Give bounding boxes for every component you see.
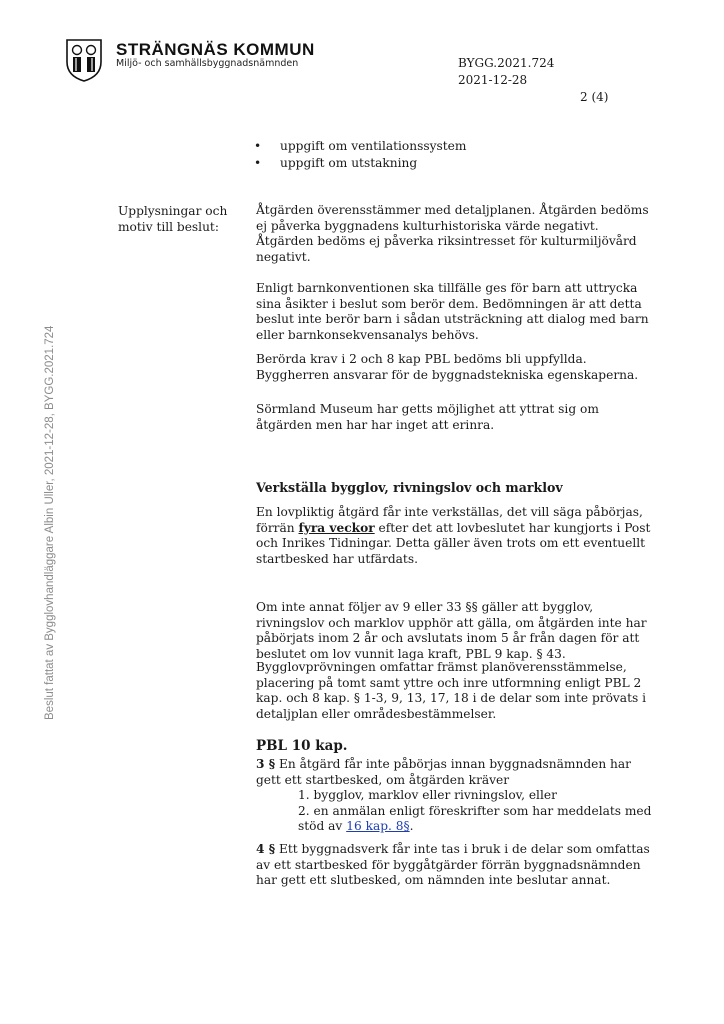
execution-paragraph-3: Bygglovprövningen omfattar främst planöverensstämmelse, placering på tomt samt yttre och inre utformning enligt PBL 2 kap. och 8 kap. § 1-3, 9, 13, 17, 18 i de delar som inte prövats i detaljplan eller områdesbestämmelser. [256,660,646,721]
info-paragraph-2: Enligt barnkonventionen ska tillfälle ges för barn att uttrycka sina åsikter i beslut som berör dem. Bedömningen är att detta beslut inte berör barn i sådan utsträckning att dialog med barn eller barnkonsekvensanalys behövs. [256,281,649,342]
info-paragraph-4: Sörmland Museum har getts möjlighet att yttrat sig om åtgärden men har har inget att erinra. [256,402,599,432]
execution-paragraph-1: En lovpliktig åtgärd får inte verkställas, det vill säga påbörjas, förrän fyra veckor efter det att lovbeslutet har kungjorts i Post och Inrikes Tidningar. Detta gäller även trots om ett eventuellt startbesked har utfärdats. [256,505,651,566]
execution-paragraph-2: Om inte annat följer av 9 eller 33 §§ gäller att bygglov, rivningslov och marklov upphör att gälla, om åtgärden inte har påbörjats inom 2 år och avslutats inom 5 år från dagen för att beslutet om lov vunnit laga kraft, PBL 9 kap. § 43. [256,600,647,661]
page-number: 2 (4) [580,90,609,104]
document-date: 2021-12-28 [458,73,528,87]
list-item: 2. en anmälan enligt föreskrifter som har meddelats med stöd av 16 kap. 8§. [298,803,652,834]
info-label-line: Upplysningar och [118,204,228,218]
case-reference: BYGG.2021.724 [458,56,555,70]
department-name: Miljö- och samhällsbyggnadsnämnden [116,58,299,69]
decision-sidebar-text: Beslut fattat av Bygglovhandläggare Albin Uller, 2021-12-28, BYGG.2021.724 [44,325,56,720]
pbl-section-4: 4 § Ett byggnadsverk får inte tas i bruk i de delar som omfattas av ett startbesked för byggåtgärder förrän byggnadsnämnden har gett ett slutbesked, om nämnden inte beslutar annat. [256,842,650,888]
list-item: • uppgift om utstakning [254,155,466,172]
info-paragraph-1: Åtgärden överensstämmer med detaljplanen. Åtgärden bedöms ej påverka byggnadens kulturhistoriska värde negativt. Åtgärden bedöms ej påverka riksintresset för kulturmiljövård negativt. [256,203,649,264]
pbl-section-3: 3 § En åtgärd får inte påbörjas innan byggnadsnämnden har gett ett startbesked, om åtgärden kräver 1. bygglov, marklov eller rivningslov, eller 2. en anmälan enligt föreskrifter som har meddelats med stöd av 16 kap. 8§. [256,757,656,835]
section-number: 4 § [256,842,276,856]
info-label [118,203,248,235]
pbl-heading: PBL 10 kap. [256,738,348,754]
info-paragraph-3: Berörda krav i 2 och 8 kap PBL bedöms bli uppfyllda. Byggherren ansvarar för de byggnadstekniska egenskaperna. [256,352,639,382]
list-item: • uppgift om ventilationssystem [254,138,466,155]
municipality-coat-of-arms-icon [64,38,104,82]
info-label-line: motiv till beslut: [118,220,219,234]
requirement-list [254,138,466,172]
emphasized-period: fyra veckor [298,520,375,535]
law-reference-link[interactable]: 16 kap. 8§ [346,819,410,834]
list-item: 1. bygglov, marklov eller rivningslov, eller [298,788,557,803]
organization-name: STRÄNGNÄS KOMMUN [116,40,315,59]
section-number: 3 § [256,757,276,771]
execution-heading: Verkställa bygglov, rivningslov och marklov [256,480,563,495]
